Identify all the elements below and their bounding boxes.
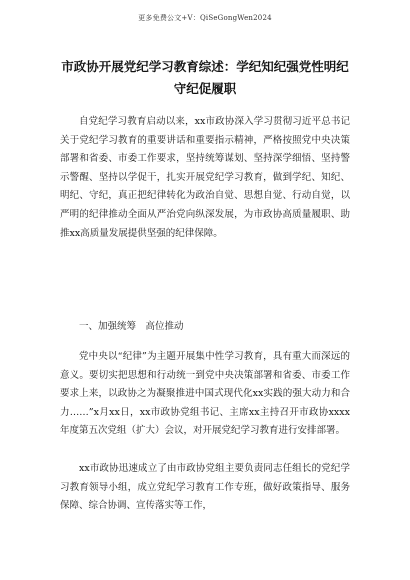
header-note: 更多免费公文+V：QiSeGongWen2024 xyxy=(138,14,272,22)
paragraph-section-1-cont xyxy=(60,460,350,516)
paragraph-text: 自党纪学习教育启动以来，xx市政协深入学习贯彻习近平总书记关于党纪学习教育的重要讲话和重要指示精神，严格按照党中央决策部署和省委、市委工作要求，坚持统筹谋划、坚持深学细悟、坚持警示警醒、坚持以学促干，扎实开展党纪学习教育，做到学纪、知纪、明纪、守纪，真正把纪律转化为政治自觉、思想自觉、行动自觉，以严明的纪律推动全面从严治党向纵深发展，为市政协高质量履职、助推xx高质量发展提供坚强的纪律保障。 xyxy=(60,116,350,239)
paragraph-section-1 xyxy=(60,348,350,441)
document-title: 市政协开展党纪学习教育综述：学纪知纪强党性明纪守纪促履职 xyxy=(61,59,349,96)
paragraph-text: xx市政协迅速成立了由市政协党组主要负责同志任组长的党纪学习教育领导小组，成立党纪学习教育工作专班，做好政策指导、服务保障、综合协调、宣传落实等工作， xyxy=(60,463,350,512)
section-heading-text: 一、加强统筹 高位推动 xyxy=(79,321,184,332)
section-heading-1 xyxy=(60,318,350,337)
paragraph-text: 党中央以“纪律”为主题开展集中性学习教育，具有重大而深远的意义。要切实把思想和行动统一到党中央决策部署和省委、市委工作要求上来，以政协之为凝聚推进中国式现代化xx实践的强大动力和合力……”x月xx日，xx市政协党组书记、主席xx主持召开市政协xxxx年度第五次党组（扩大）会议，对开展党纪学习教育进行安排部署。 xyxy=(60,351,350,437)
paragraph-intro xyxy=(60,113,350,243)
